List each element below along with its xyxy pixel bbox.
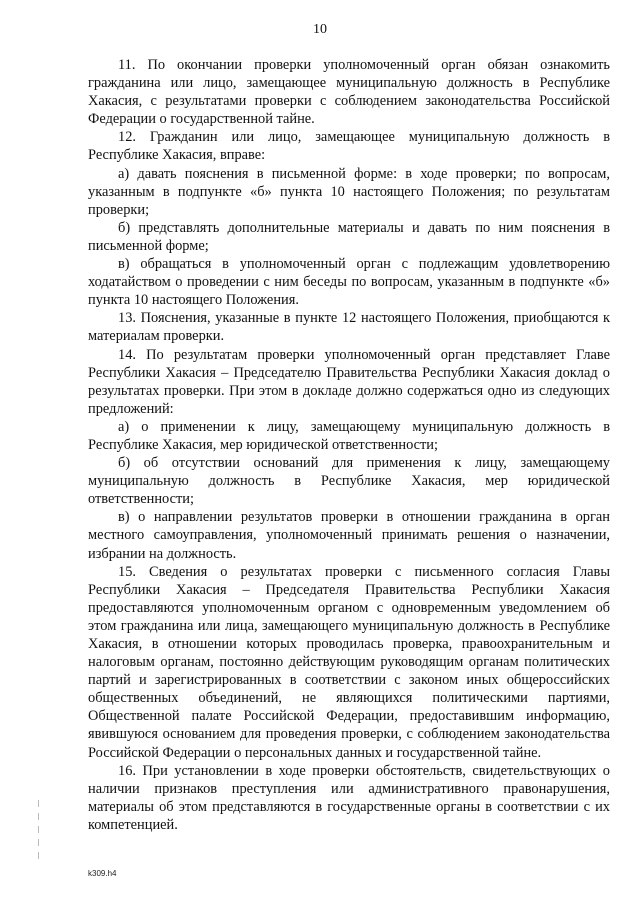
scan-margin-marks: [38, 800, 40, 870]
scan-mark: [38, 852, 39, 859]
page-number: 10: [313, 22, 327, 37]
paragraph-14: 14. По результатам проверки уполномоченный орган представляет Главе Республики Хакасия – Председателю Правительства Республики Хакасия доклад о результатах проверки. При этом в докладе должно содержаться одно из следующих предложений:: [88, 346, 610, 417]
paragraph-14-a: а) о применении к лицу, замещающему муниципальную должность в Республике Хакасия, мер юридической ответственности;: [88, 418, 610, 453]
paragraph-12-a: а) давать пояснения в письменной форме: в ходе проверки; по вопросам, указанным в подпункте «б» пункта 10 настоящего Положения; по результатам проверки;: [88, 165, 610, 218]
paragraph-14-v: в) о направлении результатов проверки в отношении гражданина в орган местного самоуправления, уполномоченный принимать решения о назначении, избрании на должность.: [88, 509, 610, 562]
paragraph-16: 16. При установлении в ходе проверки обстоятельств, свидетельствующих о наличии признаков преступления или административного правонарушения, материалы об этом представляются в государственные органы в соответствии с их компетенцией.: [88, 762, 610, 833]
document-body: [88, 56, 610, 834]
paragraph-11: 11. По окончании проверки уполномоченный орган обязан ознакомить гражданина или лицо, замещающее муниципальную должность в Республике Хакасия, с результатами проверки с соблюдением законодательства Российской Федерации о государственной тайне.: [88, 57, 610, 128]
paragraph-12-v: в) обращаться в уполномоченный орган с подлежащим удовлетворению ходатайством о проведении с ним беседы по вопросам, указанным в подпункте «б» пункта 10 настоящего Положения.: [88, 256, 610, 309]
paragraph-14-b: б) об отсутствии оснований для применения к лицу, замещающему муниципальную должность в Республике Хакасия, мер юридической ответственности;: [88, 455, 610, 508]
scan-mark: [38, 813, 39, 820]
paragraph-12: 12. Гражданин или лицо, замещающее муниципальную должность в Республике Хакасия, вправе:: [88, 129, 610, 164]
scan-mark: [38, 839, 39, 846]
paragraph-15: 15. Сведения о результатах проверки с письменного согласия Главы Республики Хакасия – Председателя Правительства Республики Хакасия предоставляются уполномоченным органом с одновременным уведомлением об этом гражданина или лица, замещающего муниципальную должность в Республике Хакасия, в отношении которых проводилась проверка, правоохранительным и налоговым органам, постоянно действующим руководящим органам политических партий и зарегистрированных в соответствии с законом иных общероссийских общественных объединений, не являющихся политическими партиями, Общественной палате Российской Федерации, предоставившим информацию, явившуюся основанием для проведения проверки, с соблюдением законодательства Российской Федерации о персональных данных и государственной тайне.: [88, 563, 610, 761]
paragraph-13: 13. Пояснения, указанные в пункте 12 настоящего Положения, приобщаются к материалам проверки.: [88, 310, 610, 345]
scan-mark: [38, 800, 39, 807]
footer-file-code: k309.h4: [88, 869, 117, 878]
scan-mark: [38, 826, 39, 833]
paragraph-12-b: б) представлять дополнительные материалы и давать по ним пояснения в письменной форме;: [88, 219, 610, 254]
